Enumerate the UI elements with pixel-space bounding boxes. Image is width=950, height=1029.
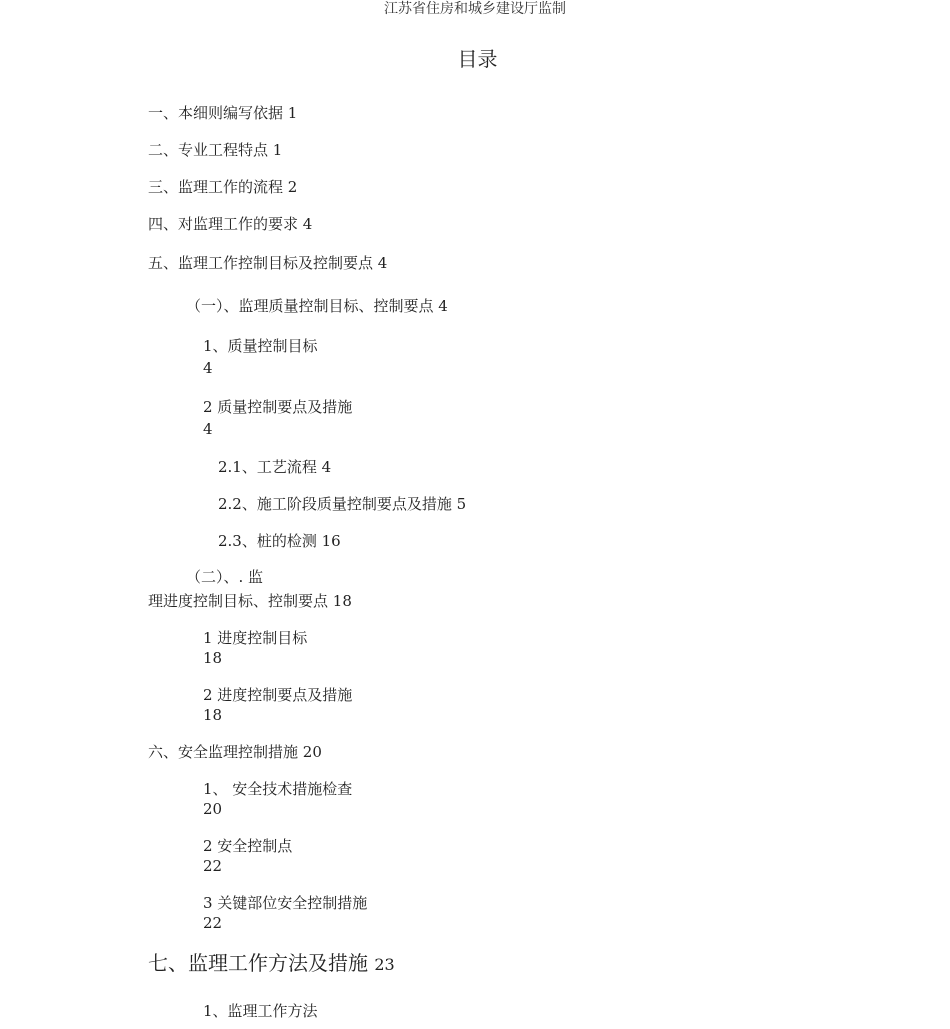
toc-entry-5-1-2-1[interactable]: 2.1、工艺流程 4 (218, 458, 332, 476)
toc-entry-6-3-page: 22 (203, 914, 223, 932)
toc-entry-2[interactable]: 二、专业工程特点 1 (148, 141, 283, 159)
toc-entry-5-2-cont[interactable]: 理进度控制目标、控制要点 18 (148, 592, 352, 610)
toc-entry-1[interactable]: 一、本细则编写依据 1 (148, 104, 298, 122)
toc-entry-6-3[interactable]: 3 关键部位安全控制措施 (203, 894, 368, 912)
page-header: 江苏省住房和城乡建设厅监制 (384, 1, 566, 17)
toc-title: 目录 (457, 47, 498, 71)
toc-entry-6-2-page: 22 (203, 857, 223, 875)
toc-entry-7-1[interactable]: 1、监理工作方法 (203, 1002, 318, 1020)
toc-entry-7-page: 23 (374, 955, 395, 974)
toc-entry-5-1-2-2[interactable]: 2.2、施工阶段质量控制要点及措施 5 (218, 495, 467, 513)
toc-entry-5-1-1[interactable]: 1、质量控制目标 (203, 337, 318, 355)
toc-entry-7[interactable] (148, 950, 395, 978)
toc-entry-4[interactable]: 四、对监理工作的要求 4 (148, 215, 313, 233)
toc-entry-6-2[interactable]: 2 安全控制点 (203, 837, 293, 855)
toc-entry-5-1-2-page: 4 (203, 420, 213, 438)
toc-entry-5[interactable]: 五、监理工作控制目标及控制要点 4 (148, 254, 388, 272)
toc-entry-5-1[interactable]: （一）、监理质量控制目标、控制要点 4 (186, 297, 448, 315)
toc-entry-6-1-page: 20 (203, 800, 223, 818)
toc-entry-5-1-1-page: 4 (203, 359, 213, 377)
toc-entry-3[interactable]: 三、监理工作的流程 2 (148, 178, 298, 196)
toc-entry-5-2-2-page: 18 (203, 706, 223, 724)
toc-entry-5-1-2[interactable]: 2 质量控制要点及措施 (203, 398, 353, 416)
toc-entry-6-1[interactable]: 1、 安全技术措施检查 (203, 780, 353, 798)
toc-entry-6[interactable]: 六、安全监理控制措施 20 (148, 743, 322, 761)
toc-entry-5-2[interactable]: （二）、. 监 (186, 568, 264, 586)
toc-entry-7-title: 七、监理工作方法及措施 (148, 951, 368, 975)
toc-entry-5-2-1-page: 18 (203, 649, 223, 667)
toc-entry-5-2-1[interactable]: 1 进度控制目标 (203, 629, 308, 647)
toc-entry-5-2-2[interactable]: 2 进度控制要点及措施 (203, 686, 353, 704)
toc-entry-5-1-2-3[interactable]: 2.3、桩的检测 16 (218, 532, 341, 550)
